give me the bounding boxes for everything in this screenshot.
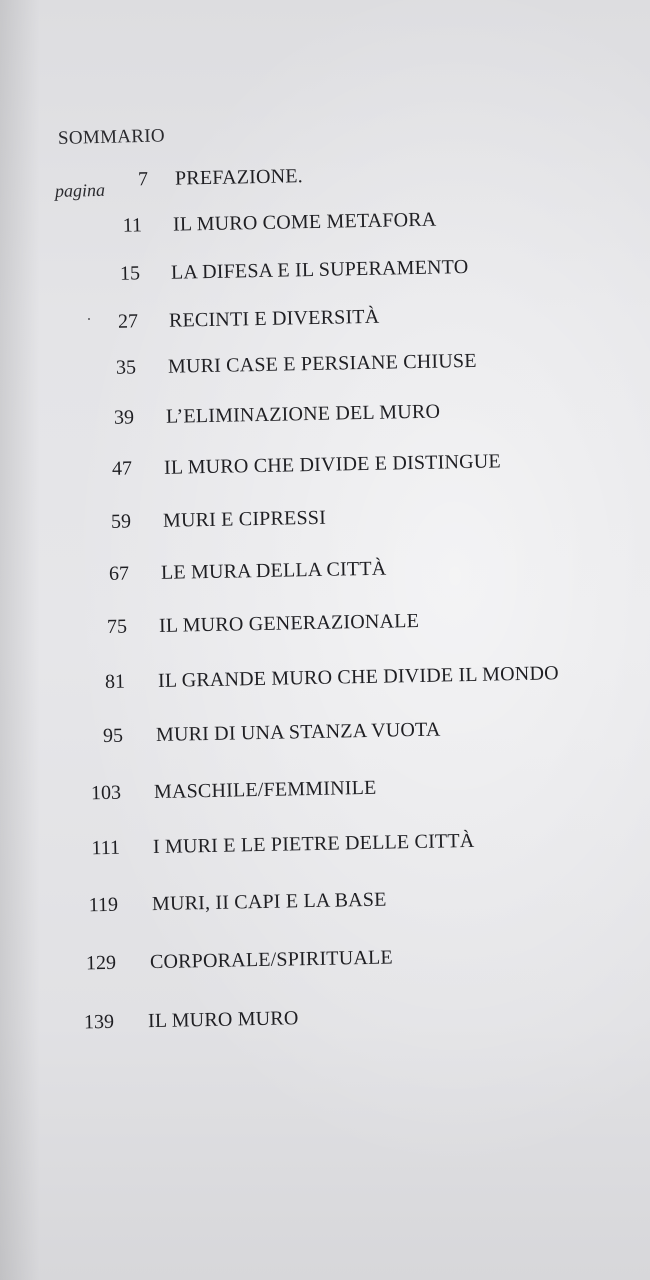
toc-title: CORPORALE/SPIRITUALE xyxy=(149,946,394,974)
toc-title: MURI E CIPRESSI xyxy=(162,506,327,532)
toc-title: IL MURO COME METAFORA xyxy=(172,208,437,236)
toc-page-number: 129 xyxy=(85,951,117,975)
toc-page-number: 27 xyxy=(117,310,139,333)
toc-page-number: 95 xyxy=(102,724,124,748)
toc-page-number: 47 xyxy=(111,457,133,480)
toc-title: MASCHILE/FEMMINILE xyxy=(153,776,377,804)
toc-page-number: 67 xyxy=(108,562,130,585)
toc-heading: SOMMARIO xyxy=(57,125,166,149)
paper-speck xyxy=(88,318,90,320)
toc-page-number: 7 xyxy=(137,168,149,191)
toc-page-number: 81 xyxy=(104,670,126,693)
toc-title: IL MURO GENERAZIONALE xyxy=(158,609,420,637)
toc-title: L’ELIMINAZIONE DEL MURO xyxy=(165,400,441,428)
toc-page-number: 103 xyxy=(90,781,122,805)
toc-title: LA DIFESA E IL SUPERAMENTO xyxy=(170,256,469,284)
page-column-label: pagina xyxy=(54,179,106,201)
toc-page-number: 75 xyxy=(106,615,128,638)
toc-page-number: 119 xyxy=(88,893,119,917)
toc-title: RECINTI E DIVERSITÀ xyxy=(168,305,380,332)
toc-page-number: 139 xyxy=(83,1010,115,1034)
toc-page-number: 59 xyxy=(110,510,132,533)
toc-title: I MURI E LE PIETRE DELLE CITTÀ xyxy=(152,829,475,859)
toc-title: MURI, II CAPI E LA BASE xyxy=(151,888,387,916)
toc-title: IL MURO CHE DIVIDE E DISTINGUE xyxy=(163,450,502,479)
toc-title: IL GRANDE MURO CHE DIVIDE IL MONDO xyxy=(157,662,559,692)
toc-title: MURI DI UNA STANZA VUOTA xyxy=(155,718,441,747)
toc-title: MURI CASE E PERSIANE CHIUSE xyxy=(167,349,477,378)
toc-page-number: 111 xyxy=(91,836,121,860)
toc-title: PREFAZIONE. xyxy=(174,165,304,190)
toc-title: IL MURO MURO xyxy=(147,1007,299,1033)
toc-page-number: 39 xyxy=(113,406,135,429)
toc-page-number: 15 xyxy=(119,262,141,285)
toc-title: LE MURA DELLA CITTÀ xyxy=(160,557,387,584)
toc-page-number: 11 xyxy=(122,214,143,237)
toc-page-number: 35 xyxy=(115,356,137,379)
